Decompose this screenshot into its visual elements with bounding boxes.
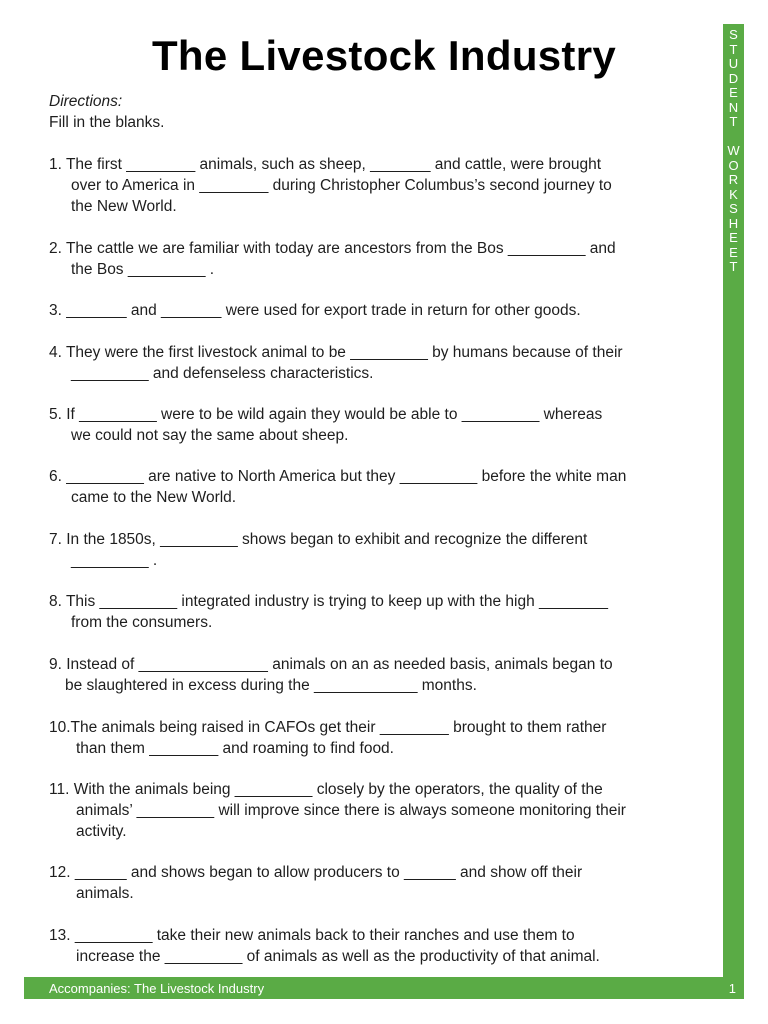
sidebar-letter: N xyxy=(728,99,739,115)
footer-bar xyxy=(24,977,744,999)
question-line: animals. xyxy=(76,885,134,902)
question-line: 4. They were the first livestock animal to be _________ by humans because of their xyxy=(49,344,623,361)
sidebar-letter: D xyxy=(728,70,739,86)
question-line: be slaughtered in excess during the ____________ months. xyxy=(65,677,477,694)
question-line: we could not say the same about sheep. xyxy=(71,427,349,444)
question-line: 5. If _________ were to be wild again they would be able to _________ whereas xyxy=(49,406,603,423)
sidebar-letter: K xyxy=(729,186,738,202)
question-line: from the consumers. xyxy=(71,614,213,631)
question-line: 2. The cattle we are familiar with today are ancestors from the Bos _________ and xyxy=(49,240,616,257)
question-7 xyxy=(49,529,587,571)
question-line: _________ and defenseless characteristics. xyxy=(71,365,374,382)
sidebar-vertical-label xyxy=(723,28,744,275)
question-line: 8. This _________ integrated industry is trying to keep up with the high ________ xyxy=(49,593,608,610)
sidebar-letter: U xyxy=(728,56,739,71)
sidebar-letter: T xyxy=(729,259,738,274)
sidebar-letter: E xyxy=(729,244,738,260)
question-line: the Bos _________ . xyxy=(71,261,215,278)
directions-label: Directions: xyxy=(49,93,123,110)
sidebar-letter: R xyxy=(728,172,739,187)
question-line: activity. xyxy=(76,823,127,840)
question-line: 3. _______ and _______ were used for export trade in return for other goods. xyxy=(49,302,581,319)
question-10 xyxy=(49,717,606,759)
sidebar-letter: H xyxy=(728,215,739,231)
directions-text: Fill in the blanks. xyxy=(49,114,165,131)
sidebar-letter: E xyxy=(729,85,738,100)
question-11 xyxy=(49,779,626,842)
sidebar-letter: S xyxy=(729,27,738,42)
sidebar-letter: W xyxy=(727,143,740,158)
page-number: 1 xyxy=(728,981,736,996)
question-line: over to America in ________ during Christopher Columbus’s second journey to xyxy=(71,177,612,194)
question-line: animals’ _________ will improve since there is always someone monitoring their xyxy=(76,802,626,819)
question-3 xyxy=(49,300,581,321)
question-1 xyxy=(49,154,612,217)
sidebar-letter: T xyxy=(729,41,738,57)
question-2 xyxy=(49,238,616,280)
sidebar-letter: E xyxy=(729,230,738,245)
question-line: 7. In the 1850s, _________ shows began to exhibit and recognize the different xyxy=(49,531,588,548)
footer-text: Accompanies: The Livestock Industry xyxy=(49,981,265,996)
question-line: increase the _________ of animals as well as the productivity of that animal. xyxy=(76,948,600,965)
question-5 xyxy=(49,404,602,446)
question-line: 12. ______ and shows began to allow producers to ______ and show off their xyxy=(49,864,583,881)
question-8 xyxy=(49,591,608,633)
question-line: 11. With the animals being _________ closely by the operators, the quality of the xyxy=(49,781,603,798)
sidebar-letter: O xyxy=(728,157,739,173)
question-line: the New World. xyxy=(71,198,177,215)
sidebar-letter: S xyxy=(729,201,738,216)
question-line: came to the New World. xyxy=(71,489,237,506)
question-line: 9. Instead of _______________ animals on an as needed basis, animals began to xyxy=(49,656,613,673)
question-9 xyxy=(49,654,613,696)
question-line: 1. The first ________ animals, such as sheep, _______ and cattle, were brought xyxy=(49,156,602,173)
question-12 xyxy=(49,862,582,904)
sidebar-letter-gap xyxy=(723,130,744,145)
question-line: _________ . xyxy=(71,552,158,569)
student-worksheet-sidebar xyxy=(723,24,744,977)
sidebar-letter: T xyxy=(729,114,738,129)
question-line: 6. _________ are native to North America but they _________ before the white man xyxy=(49,468,627,485)
question-line: 10.The animals being raised in CAFOs get their ________ brought to them rather xyxy=(49,719,607,736)
question-line: than them ________ and roaming to find food. xyxy=(76,740,394,757)
page-title: The Livestock Industry xyxy=(151,32,617,79)
question-4 xyxy=(49,342,623,384)
question-13 xyxy=(49,925,600,967)
question-6 xyxy=(49,466,626,508)
question-line: 13. _________ take their new animals back to their ranches and use them to xyxy=(49,927,575,944)
